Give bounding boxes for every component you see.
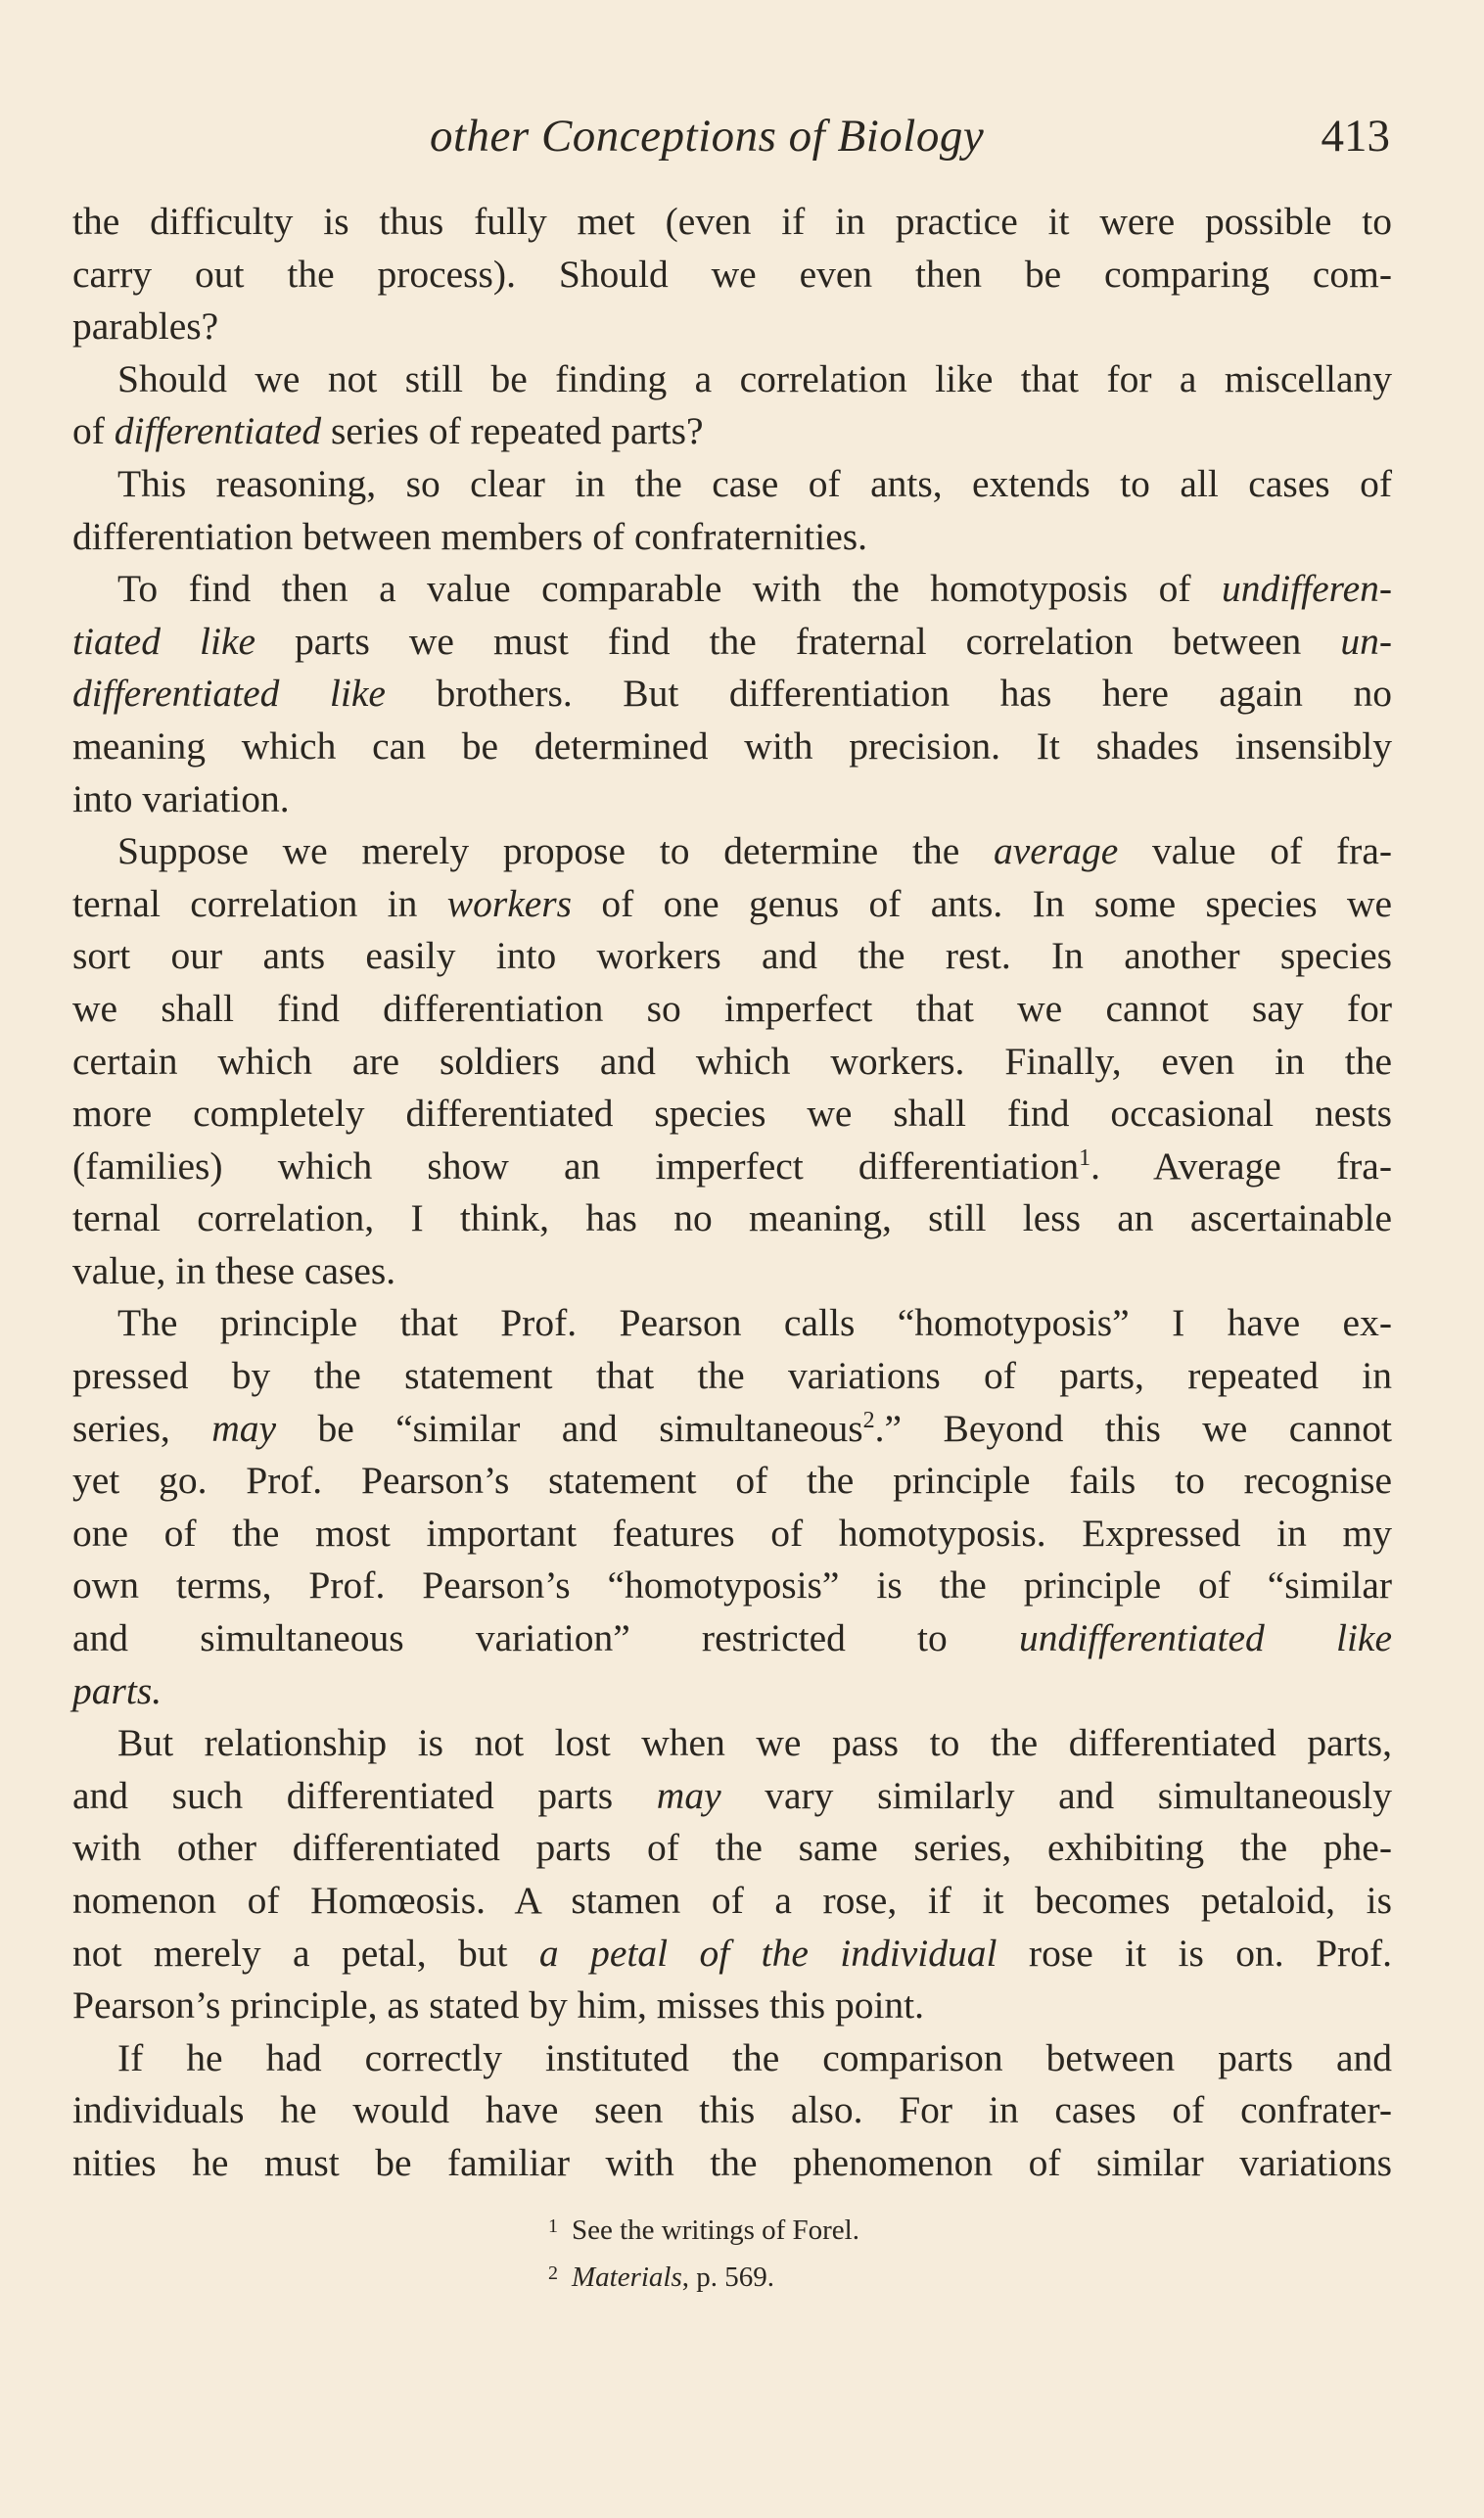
text-line: of differentiated series of repeated parts? [72, 409, 704, 453]
footnote [548, 2252, 859, 2299]
footnote [548, 2205, 859, 2252]
footnote-text: See the writings of Forel. [572, 2215, 859, 2246]
text-line: If he had correctly instituted the comparison between parts and [117, 2035, 1392, 2079]
text-line: The principle that Prof. Pearson calls “homotyposis” I have ex- [117, 1301, 1392, 1345]
text-line: nities he must be familiar with the phenomenon of similar variations [72, 2140, 1392, 2184]
text-line: ternal correlation, I think, has no meaning, still less an ascertainable [72, 1196, 1392, 1240]
text-line: the difficulty is thus fully met (even if in practice it were possible to [72, 200, 1392, 243]
text-line: ternal correlation in workers of one genus of ants. In some species we [72, 881, 1393, 925]
footnote-text: Materials, p. 569. [572, 2262, 775, 2293]
text-line: and simultaneous variation” restricted to undifferentiated like [72, 1616, 1392, 1660]
text-line: series, may be “similar and simultaneous$^2$.” Beyond this we cannot [72, 1406, 1392, 1450]
text-line: own terms, Prof. Pearson’s “homotyposis” is the principle of “similar [72, 1563, 1392, 1608]
text-line: pressed by the statement that the variations of parts, repeated in [72, 1354, 1392, 1398]
text-line: we shall find differentiation so imperfect that we cannot say for [72, 986, 1392, 1030]
text-line: individuals he would have seen this also. For in cases of confrater- [72, 2088, 1392, 2132]
text-line: differentiation between members of confraternities. [72, 514, 867, 558]
text-line: sort our ants easily into workers and the rest. In another species [72, 934, 1392, 978]
footnotes [548, 2205, 859, 2299]
text-line: nomenon of Homœosis. A stamen of a rose, if it becomes petaloid, is [72, 1879, 1392, 1922]
text-line: value, in these cases. [72, 1248, 396, 1292]
text-line: But relationship is not lost when we pass to the differentiated parts, [117, 1721, 1392, 1765]
text-line: parables? [72, 304, 219, 349]
text-line: To find then a value comparable with the homotyposis of undifferen- [117, 567, 1392, 611]
text-line: one of the most important features of homotyposis. Expressed in my [72, 1511, 1392, 1555]
text-line: with other differentiated parts of the same series, exhibiting the phe- [72, 1826, 1392, 1870]
text-line: not merely a petal, but a petal of the individual rose it is on. Prof. [72, 1931, 1392, 1975]
text-line: certain which are soldiers and which workers. Finally, even in the [72, 1039, 1392, 1083]
text-line: carry out the process). Should we even then be comparing com- [72, 252, 1392, 296]
text-line: into variation. [72, 776, 290, 820]
footnote-mark: 2 [548, 2262, 558, 2284]
body-text [72, 196, 1392, 2190]
text-line: Should we not still be finding a correlation like that for a miscellany [117, 356, 1392, 400]
text-line: differentiated like brothers. But differentiation has here again no [72, 672, 1392, 716]
page-number: 413 [1321, 111, 1390, 162]
text-line: yet go. Prof. Pearson’s statement of the principle fails to recognise [72, 1459, 1392, 1503]
text-line: tiated like parts we must find the fraternal correlation between un- [72, 619, 1392, 663]
running-head: other Conceptions of Biology [430, 111, 985, 162]
footnote-mark: 1 [548, 2215, 558, 2237]
text-line: Suppose we merely propose to determine the average value of fra- [117, 829, 1393, 873]
page-header [72, 110, 1390, 178]
text-line: meaning which can be determined with precision. It shades insensibly [72, 723, 1392, 768]
text-line: and such differentiated parts may vary similarly and simultaneously [72, 1773, 1392, 1817]
text-line: parts. [72, 1668, 162, 1712]
text-line: This reasoning, so clear in the case of ants, extends to all cases of [117, 461, 1392, 505]
text-line: (families) which show an imperfect differentiation$^1$. Average fra- [72, 1143, 1392, 1188]
text-line: more completely differentiated species we shall find occasional nests [72, 1092, 1392, 1136]
text-line: Pearson’s principle, as stated by him, misses this point. [72, 1983, 925, 2028]
